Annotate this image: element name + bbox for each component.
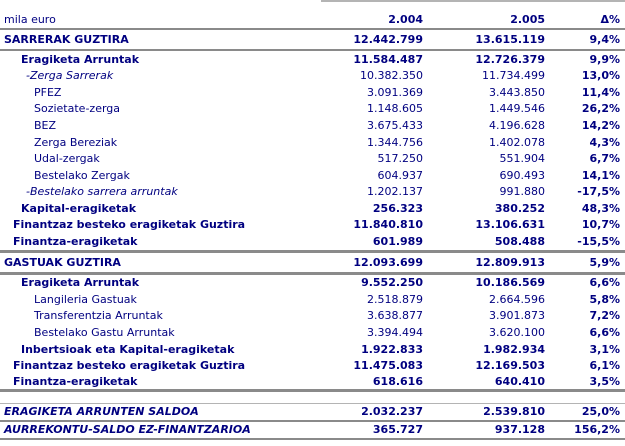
delta-percent: 5,8%: [589, 292, 620, 306]
row-label: Transferentzia Arruntak: [34, 310, 163, 322]
value-2004: 601.989: [372, 234, 423, 248]
delta-percent: -15,5%: [577, 234, 620, 248]
row-label: Inbertsioak eta Kapital-eragiketak: [21, 343, 235, 355]
table-row: [0, 291, 625, 308]
table-row: [0, 341, 625, 358]
row-label: PFEZ: [34, 86, 62, 98]
value-2005: 3.620.100: [489, 325, 545, 339]
value-2004: 604.937: [377, 168, 423, 182]
value-2004: 1.344.756: [367, 135, 423, 149]
delta-percent: 25,0%: [581, 405, 620, 419]
row-label: GASTUAK GUZTIRA: [4, 256, 121, 268]
value-2004: 3.638.877: [367, 309, 423, 323]
value-2005: 551.904: [499, 152, 545, 166]
col-header-2005: 2.005: [510, 13, 545, 26]
value-2004: 3.394.494: [367, 325, 423, 339]
value-2005: 10.186.569: [475, 276, 545, 290]
value-2005: 2.539.810: [483, 405, 545, 419]
row-label: ERAGIKETA ARRUNTEN SALDOA: [4, 406, 199, 418]
value-2004: 2.032.237: [361, 405, 423, 419]
delta-percent: 10,7%: [581, 218, 620, 232]
delta-percent: 48,3%: [581, 201, 620, 215]
row-label: AURREKONTU-SALDO EZ-FINANTZARIOA: [4, 424, 251, 436]
delta-percent: 11,4%: [581, 85, 620, 99]
value-2005: 640.410: [494, 374, 545, 388]
delta-percent: 5,9%: [589, 255, 620, 269]
spacer-row: [0, 392, 625, 404]
row-label: Finantza-eragiketak: [13, 375, 138, 387]
row-label: -Zerga Sarrerak: [26, 70, 114, 82]
table-row: [0, 233, 625, 250]
value-2004: 10.382.350: [360, 69, 423, 83]
table-row: [0, 422, 625, 440]
value-2005: 4.196.628: [489, 118, 545, 132]
value-2005: 508.488: [494, 234, 545, 248]
delta-percent: 3,1%: [589, 342, 620, 356]
value-2004: 365.727: [372, 423, 423, 437]
value-2005: 3.901.873: [489, 309, 545, 323]
value-2004: 11.840.810: [353, 218, 423, 232]
row-label: -Bestelako sarrera arruntak: [26, 186, 178, 198]
value-2004: 12.093.699: [353, 255, 423, 269]
value-2005: 12.809.913: [475, 255, 545, 269]
delta-percent: 4,3%: [589, 135, 620, 149]
row-label: Finantza-eragiketak: [13, 235, 138, 247]
row-label: Langileria Gastuak: [34, 293, 137, 305]
value-2005: 13.615.119: [475, 33, 545, 46]
table-row: [0, 404, 625, 422]
table-header-row: [0, 0, 625, 30]
value-2004: 1.922.833: [361, 342, 423, 356]
value-2005: 937.128: [494, 423, 545, 437]
value-2004: 2.518.879: [367, 292, 423, 306]
delta-percent: 6,6%: [589, 276, 620, 290]
value-2005: 12.169.503: [475, 359, 545, 373]
delta-percent: 14,1%: [581, 168, 620, 182]
value-2004: 11.475.083: [353, 359, 423, 373]
value-2004: 3.675.433: [367, 118, 423, 132]
value-2005: 2.664.596: [489, 292, 545, 306]
value-2004: 517.250: [377, 152, 423, 166]
delta-percent: 3,5%: [589, 374, 620, 388]
delta-percent: 14,2%: [581, 118, 620, 132]
unit-label: mila euro: [4, 14, 56, 25]
value-2005: 991.880: [499, 185, 545, 199]
table-row: [0, 216, 625, 233]
delta-percent: 6,7%: [589, 152, 620, 166]
table-row: [0, 357, 625, 374]
col-header-delta: Δ%: [600, 13, 620, 26]
table-row: [0, 374, 625, 392]
value-2004: 12.442.799: [353, 33, 423, 46]
table-row: [0, 84, 625, 101]
value-2005: 1.402.078: [489, 135, 545, 149]
table-row: [0, 308, 625, 325]
table-row: [0, 68, 625, 85]
value-2005: 1.982.934: [483, 342, 545, 356]
table-row: [0, 51, 625, 68]
value-2004: 1.202.137: [367, 185, 423, 199]
table-row: [0, 117, 625, 134]
delta-percent: 156,2%: [574, 423, 620, 437]
row-label: BEZ: [34, 119, 57, 131]
value-2005: 12.726.379: [475, 52, 545, 66]
row-label: Finantzaz besteko eragiketak Guztira: [13, 219, 246, 231]
delta-percent: 7,2%: [589, 309, 620, 323]
value-2005: 11.734.499: [482, 69, 545, 83]
value-2004: 9.552.250: [361, 276, 423, 290]
row-label: Bestelako Zergak: [34, 169, 130, 181]
table-row: [0, 134, 625, 151]
table-row: [0, 150, 625, 167]
value-2005: 1.449.546: [489, 102, 545, 116]
delta-percent: 6,6%: [589, 325, 620, 339]
value-2004: 256.323: [372, 201, 423, 215]
table-row: [0, 250, 625, 275]
row-label: Finantzaz besteko eragiketak Guztira: [13, 360, 246, 372]
delta-percent: 9,4%: [589, 33, 620, 46]
row-label: Eragiketa Arruntak: [21, 277, 140, 289]
value-2005: 380.252: [494, 201, 545, 215]
row-label: Kapital-eragiketak: [21, 202, 137, 214]
table-row: [0, 183, 625, 200]
row-label: SARRERAK GUZTIRA: [4, 34, 129, 45]
row-label: Zerga Bereziak: [34, 136, 118, 148]
delta-percent: 9,9%: [589, 52, 620, 66]
value-2004: 11.584.487: [353, 52, 423, 66]
value-2005: 13.106.631: [475, 218, 545, 232]
value-2005: 3.443.850: [489, 85, 545, 99]
table-row: [0, 101, 625, 118]
delta-percent: 26,2%: [581, 102, 620, 116]
table-row: [0, 275, 625, 292]
delta-percent: -17,5%: [577, 185, 620, 199]
table-row: [0, 167, 625, 184]
value-2004: 1.148.605: [367, 102, 423, 116]
table-body: [0, 30, 625, 440]
table-row: [0, 30, 625, 51]
col-header-2004: 2.004: [388, 13, 423, 26]
row-label: Udal-zergak: [34, 153, 100, 165]
delta-percent: 6,1%: [589, 359, 620, 373]
row-label: Eragiketa Arruntak: [21, 53, 140, 65]
value-2004: 618.616: [372, 374, 423, 388]
value-2005: 690.493: [499, 168, 545, 182]
table-row: [0, 200, 625, 217]
table-row: [0, 324, 625, 341]
delta-percent: 13,0%: [581, 69, 620, 83]
row-label: Sozietate-zerga: [34, 103, 121, 115]
value-2004: 3.091.369: [367, 85, 423, 99]
row-label: Bestelako Gastu Arruntak: [34, 326, 175, 338]
top-border-line: [321, 0, 625, 2]
